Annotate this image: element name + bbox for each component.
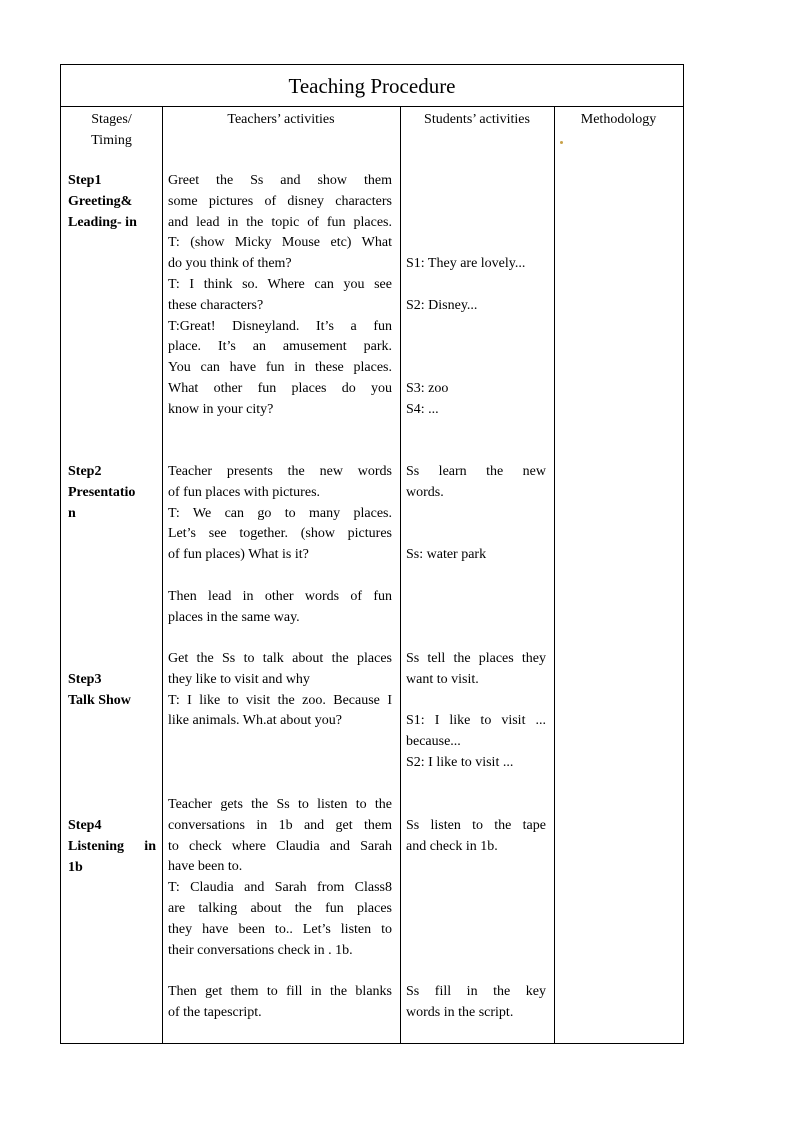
step1-stage: Step1 Greeting& Leading- in [68,173,137,230]
step1-student-s1: S1: They are lovely... [406,256,526,271]
stages-column [61,107,162,1043]
methodology-header: Methodology [580,112,657,127]
step2-student-activities: Ss learn the new words. [406,464,546,500]
teaching-procedure-table [60,64,684,1044]
stages-header: Stages/ Timing [91,112,132,148]
step1-teacher-activities: Greet the Ss and show them some pictures of disney characters and lead in the topic of fun places. T: (show Micky Mouse etc) What do you think of them? T: I think so. Where can you see these characters? T:Great! Disneyland. It’s a fun place. It’s an amusement park. You can have fun in these places. What other fun places do you know in your city? [168,173,392,417]
step2-teacher-activities: Teacher presents the new words of fun places with pictures. T: We can go to many places. Let’s see together. (show pictures of fun places) What is it? Then lead in other words of fun places in the same way. [168,464,392,625]
students-column [400,107,554,1043]
step4-teacher-activities: Teacher gets the Ss to listen to the conversations in 1b and get them to check where Claudia and Sarah have been to. T: Claudia and Sarah from Class8 are talking about the fun places they have been to.. Let’s listen to their conversations check in . 1b. Then get them to fill in the blanks of the tapescript. [168,797,392,1020]
students-header: Students’ activities [424,112,530,127]
step4-stage: Step4 Listening in 1b [68,818,156,875]
step3-stage: Step3 Talk Show [68,672,131,708]
step4-student-activities: Ss listen to the tape and check in 1b. [406,818,546,854]
teachers-header: Teachers’ activities [227,112,335,127]
table-title: Teaching Procedure [61,65,683,107]
step1-student-s3: S3: zoo [406,381,449,396]
methodology-mark [560,141,563,144]
methodology-column [554,107,683,1043]
teachers-column [162,107,400,1043]
step3-teacher-activities: Get the Ss to talk about the places they like to visit and why T: I like to visit the zoo. Because I like animals. Wh.at about you? [168,651,392,729]
step3-student-activities: Ss tell the places they want to visit. S1: I like to visit ... because... S2: I like to visit ... [406,651,546,770]
step1-student-s2: S2: Disney... [406,298,478,313]
step2-stage: Step2 Presentatio n [68,464,136,521]
step1-student-s4: S4: ... [406,402,439,417]
step2-student-answer: Ss: water park [406,547,487,562]
step4-student-fill: Ss fill in the key words in the script. [406,984,546,1020]
